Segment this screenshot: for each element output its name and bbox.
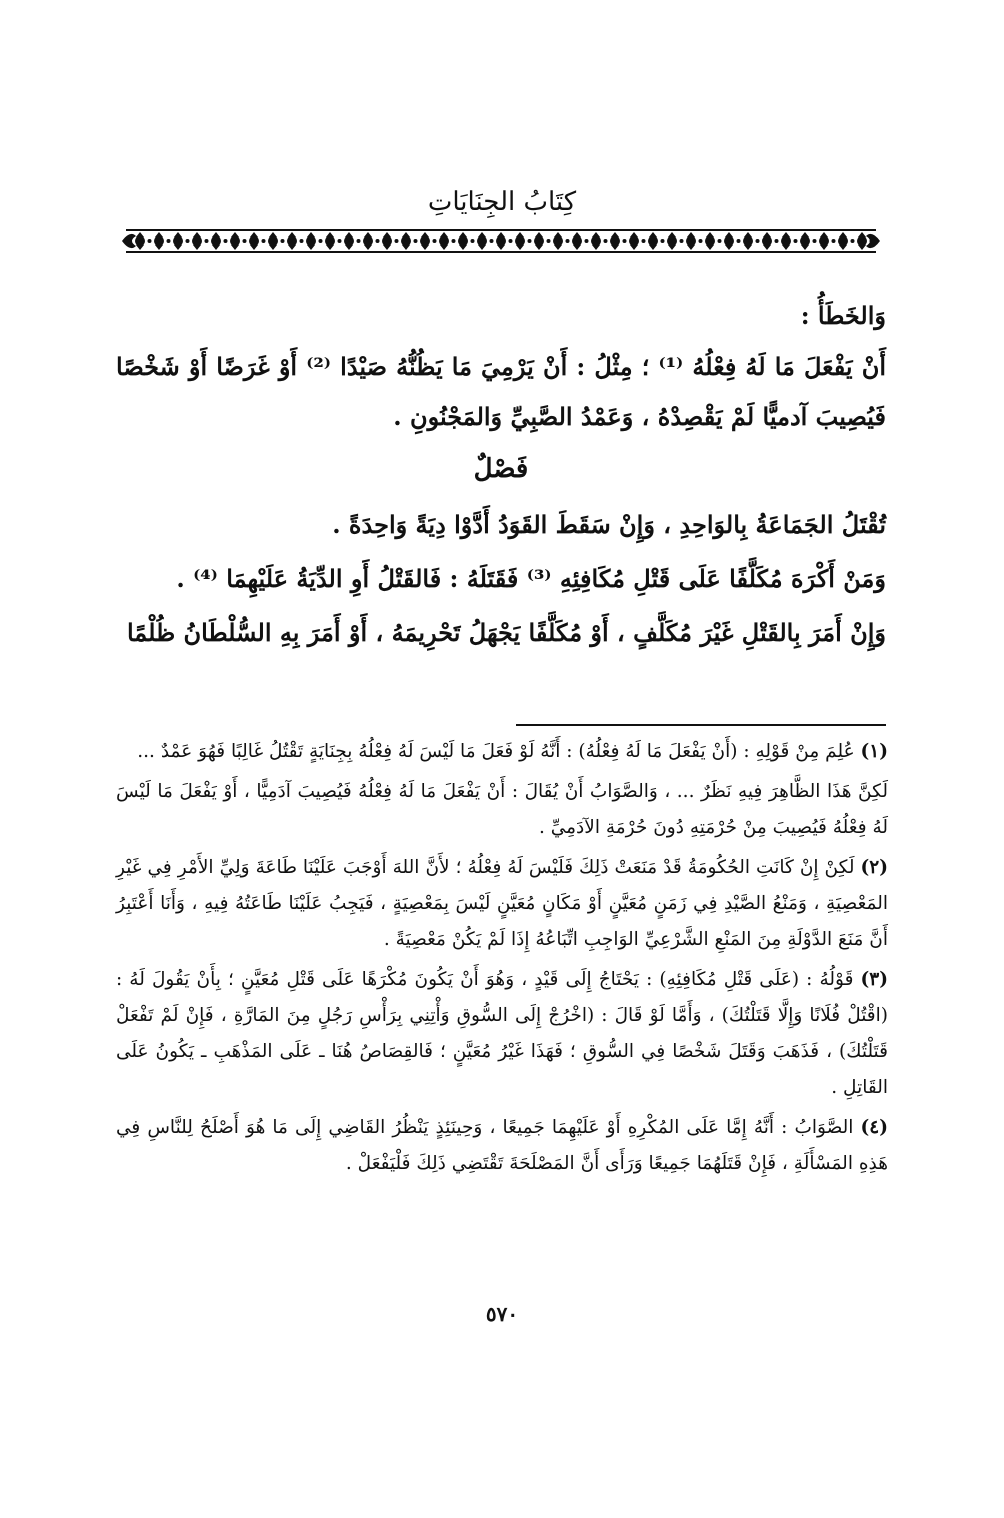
ornament-bottom-line — [126, 251, 876, 253]
ornament-motif — [686, 232, 703, 250]
footnote-3-marker: (٣) — [860, 969, 888, 990]
ornament-motif — [325, 232, 342, 250]
footnote-2 — [116, 850, 888, 958]
footnote-1-text: عُلِمَ مِنْ قَوْلِهِ : (أَنْ يَفْعَلَ مَا لَهُ فِعْلُهُ) : أَنَّهُ لَوْ فَعَلَ مَا لَيْسَ لَهُ فِعْلُهُ بِجِنَايَةٍ تَقْتُلُ غَالِبًا فَهُوَ عَمْدٌ ... — [137, 741, 855, 762]
footnote-4-marker: (٤) — [860, 1117, 888, 1138]
ornament-motif — [230, 232, 247, 250]
ornament-motif — [534, 232, 551, 250]
ornament-motif — [591, 232, 608, 250]
ornament-motif — [705, 232, 722, 250]
ornament-motif — [363, 232, 380, 250]
ornament-motif — [211, 232, 228, 250]
ornament-motif — [610, 232, 627, 250]
ornament-motif — [249, 232, 266, 250]
ornament-motif — [344, 232, 361, 250]
ornamental-border — [118, 228, 884, 254]
section-title: فَصْلٌ — [473, 454, 529, 484]
khata-heading: وَالخَطَأُ : — [800, 301, 886, 330]
footnote-separator — [516, 724, 886, 726]
ornament-motif — [743, 232, 760, 250]
ornament-motif — [306, 232, 323, 250]
ornament-motif — [154, 232, 171, 250]
ornament-motif — [268, 232, 285, 250]
ornament-motif — [667, 232, 684, 250]
ornament-motif — [515, 232, 532, 250]
footnote-3 — [116, 962, 888, 1106]
ornament-motif — [192, 232, 209, 250]
ornament-motif — [135, 232, 152, 250]
paragraph-command: وَإِنْ أَمَرَ بِالقَتْلِ غَيْرَ مُكَلَّفٍ ، أَوْ مُكَلَّفًا يَجْهَلُ تَحْرِيمَهُ ، أَوْ أَمَرَ بِهِ السُّلْطَانُ ظُلْمًا — [126, 618, 886, 647]
ornament-motif — [458, 232, 475, 250]
footnote-3-text: قَوْلُهُ : (عَلَى قَتْلِ مُكَافِئِهِ) : يَحْتَاجُ إِلَى قَيْدٍ ، وَهُوَ أَنْ يَكُونَ مُكْرَهًا عَلَى قَتْلِ مُعَيَّنٍ ؛ بِأَنْ يَقُولَ لَهُ : (اقْتُلْ فُلَانًا وَإِلَّا قَتَلْتُكَ) ، وَأَمَّا لَوْ قَالَ : (اخْرُجْ إِلَى السُّوقِ وَأْتِنِي بِرَأْسِ رَجُلٍ مِنَ المَارَّةِ ، فَإِنْ لَمْ تَفْعَلْ قَتَلْتُكَ) ، فَذَهَبَ وَقَتَلَ شَخْصًا فِي السُّوقِ ؛ فَهَذَا غَيْرُ مُعَيَّنٍ ؛ فَالقِصَاصُ هُنَا ـ عَلَى المَذْهَبِ ـ يَكُونُ عَلَى القَاتِلِ . — [116, 969, 888, 1098]
footnote-2-marker: (٢) — [860, 857, 888, 878]
footnote-1-marker: (١) — [860, 741, 888, 762]
ornament-motif — [724, 232, 741, 250]
ornament-motif — [800, 232, 817, 250]
ornament-motif — [629, 232, 646, 250]
footnote-1 — [116, 734, 888, 770]
running-title: كِتَابُ الجِنَايَاتِ — [427, 187, 577, 217]
khata-definition: أَنْ يَفْعَلَ مَا لَهُ فِعْلُهُ ⁽¹⁾ ؛ مِثْلُ : أَنْ يَرْمِيَ مَا يَظُنُّهُ صَيْدًا ⁽²⁾ أَوْ غَرَضًا أَوْ شَخْصًا فَيُصِيبَ آدميًّا لَمْ يَقْصِدْهُ ، وَعَمْدُ الصَّبِيِّ وَالمَجْنُونِ . — [116, 352, 886, 431]
page-number: ٥٧٠ — [485, 1302, 519, 1326]
paragraph-coercion: وَمَنْ أَكْرَهَ مُكَلَّفًا عَلَى قَتْلِ مُكَافِئِهِ ⁽³⁾ فَقَتَلَهُ : فَالقَتْلُ أَوِ الدِّيَةُ عَلَيْهِمَا ⁽⁴⁾ . — [176, 564, 886, 593]
ornament-motif — [496, 232, 513, 250]
paragraph-group-killing: تُقْتَلُ الجَمَاعَةُ بِالوَاحِدِ ، وَإِنْ سَقَطَ القَوَدُ أَدَّوْا دِيَةً وَاحِدَةً . — [332, 510, 886, 539]
ornament-motif — [439, 232, 456, 250]
ornament-motif — [401, 232, 418, 250]
ornament-motif — [838, 232, 855, 250]
ornament-motif — [553, 232, 570, 250]
ornament-motif — [173, 232, 190, 250]
footnote-1-continuation: لَكِنَّ هَذَا الظَّاهِرَ فِيهِ نَظَرٌ ... ، وَالصَّوَابُ أَنْ يُقَالَ : أَنْ يَفْعَلَ مَا لَهُ فِعْلُهُ فَيُصِيبَ آدَمِيًّا ، أَوْ يَفْعَلَ مَا لَيْسَ لَهُ فِعْلُهُ فَيُصِيبَ مِنْ حُرْمَتِهِ دُونَ حُرْمَةِ الآدَمِيِّ . — [116, 781, 888, 838]
ornament-motif — [382, 232, 399, 250]
footnote-4 — [116, 1110, 888, 1182]
ornament-end-flourish — [866, 234, 880, 248]
ornament-motif — [648, 232, 665, 250]
ornament-motif — [477, 232, 494, 250]
footnote-2-text: لَكِنْ إِنْ كَانَتِ الحُكُومَةُ قَدْ مَنَعَتْ ذَلِكَ فَلَيْسَ لَهُ فِعْلُهُ ؛ لأَنَّ اللهَ أَوْجَبَ عَلَيْنَا طَاعَةَ وَلِيِّ الأَمْرِ فِي غَيْرِ المَعْصِيَةِ ، وَمَنْعُ الصَّيْدِ فِي زَمَنٍ مُعَيَّنٍ أَوْ مَكَانٍ مُعَيَّنٍ لَيْسَ بِمَعْصِيَةٍ ، فَيَجِبُ عَلَيْنَا طَاعَتُهُ فِيهِ ، وَأَنَا أَعْتَبِرُ أَنَّ مَنَعَ الدَّوْلَةِ مِنَ المَنْعِ الشَّرْعِيِّ الوَاجِبِ اتِّبَاعُهُ إِذَا لَمْ يَكُنْ مَعْصِيَةً . — [116, 857, 888, 950]
footnote-4-text: الصَّوَابُ : أَنَّهُ إِمَّا عَلَى المُكْرِهِ أَوْ عَلَيْهِمَا جَمِيعًا ، وَحِينَئِذٍ يَنْظُرُ القَاضِي إِلَى مَا هُوَ أَصْلَحُ لِلنَّاسِ فِي هَذِهِ المَسْأَلَةِ ، فَإِنْ قَتَلَهُمَا جَمِيعًا وَرَأَى أَنَّ المَصْلَحَةَ تَقْتَضِي ذَلِكَ فَلْيَفْعَلْ . — [116, 1117, 888, 1174]
ornament-motif — [819, 232, 836, 250]
ornament-band-graphic — [118, 228, 884, 254]
ornament-top-line — [126, 229, 876, 231]
ornament-motif — [572, 232, 589, 250]
main-text — [116, 290, 886, 658]
ornament-motif — [762, 232, 779, 250]
ornament-motif — [781, 232, 798, 250]
footnotes — [116, 734, 888, 1186]
ornament-end-flourish — [122, 234, 136, 248]
ornament-motif — [420, 232, 437, 250]
ornament-motif — [287, 232, 304, 250]
